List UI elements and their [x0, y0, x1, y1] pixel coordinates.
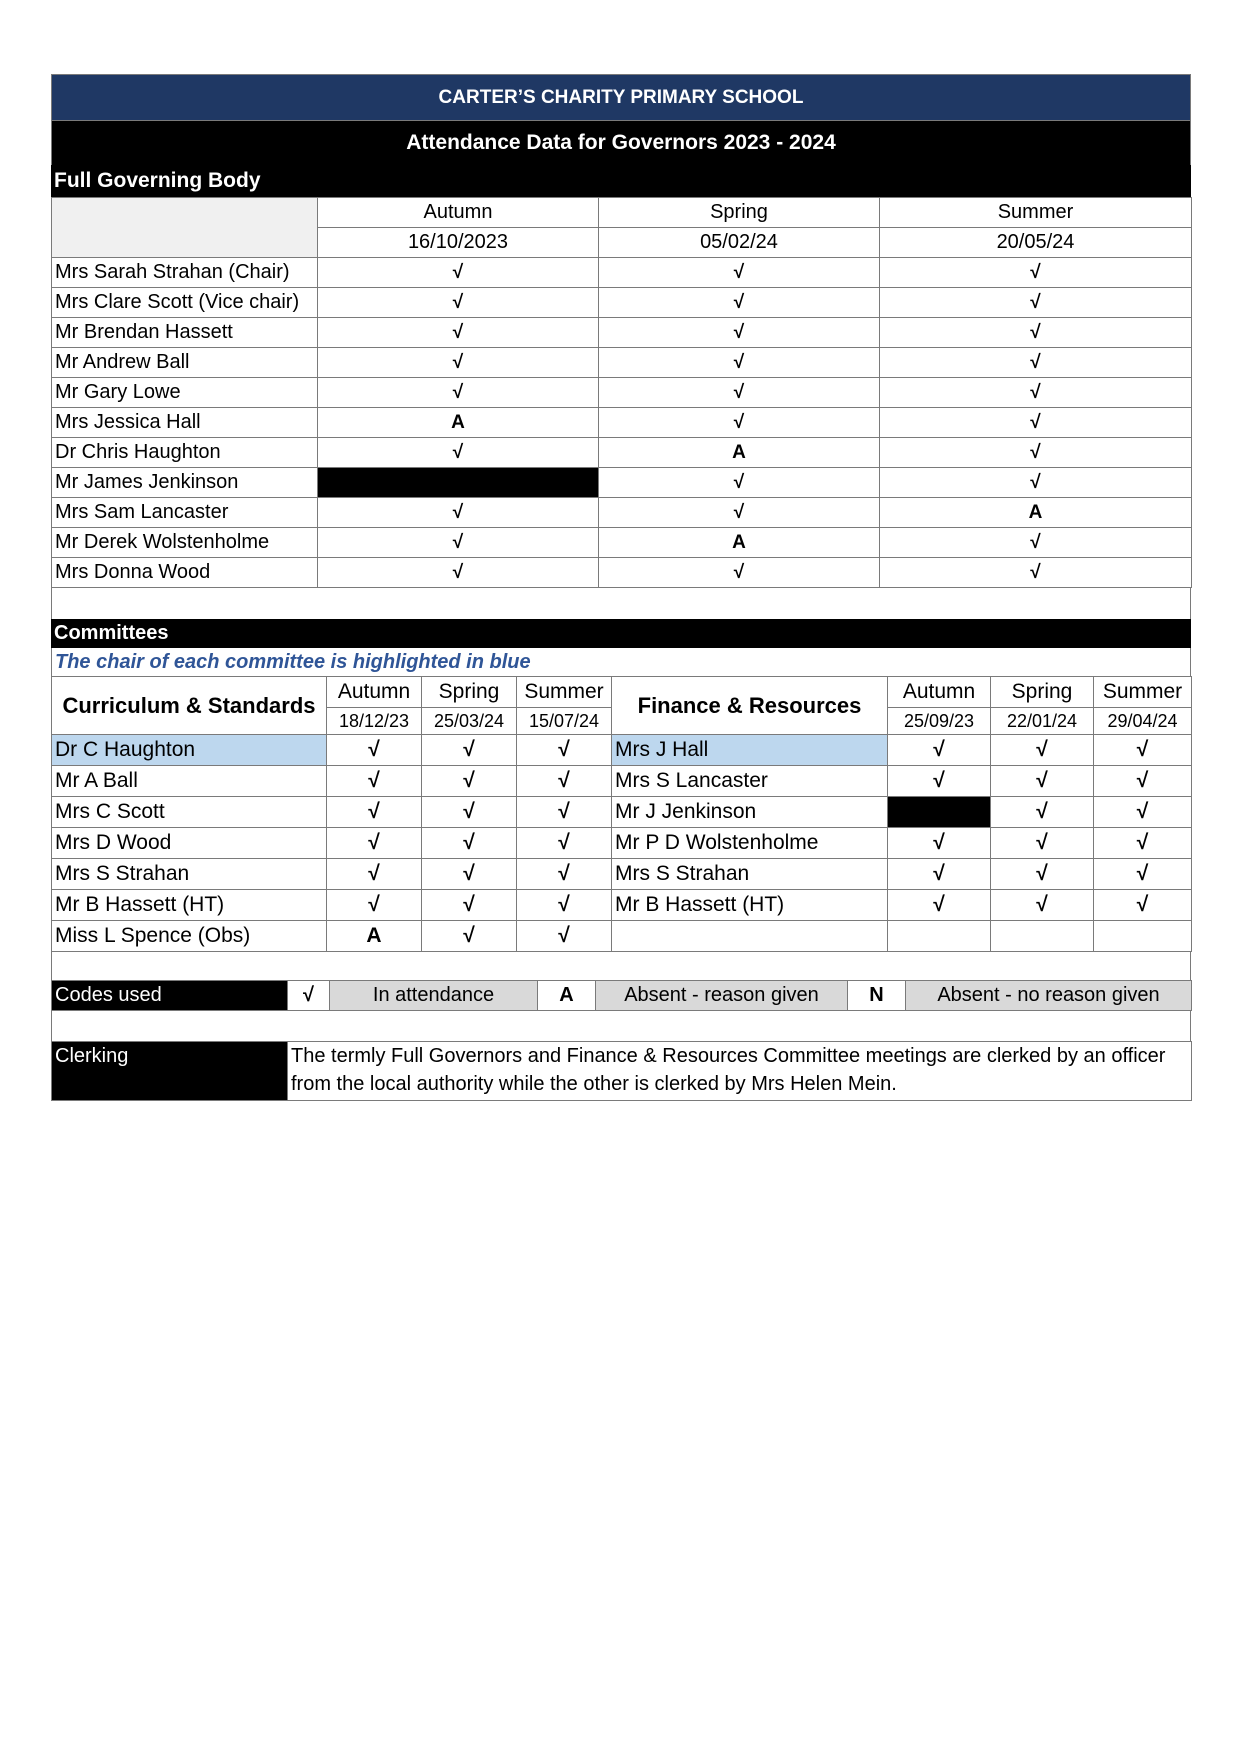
fgb-row — [52, 258, 1192, 288]
cs-member-name: Dr C Haughton — [52, 735, 327, 766]
attendance-mark: √ — [880, 468, 1192, 498]
attendance-mark: A — [599, 528, 880, 558]
code-meaning-attendance: In attendance — [330, 981, 538, 1011]
school-name: CARTER’S CHARITY PRIMARY SCHOOL — [51, 74, 1191, 120]
fgb-table — [51, 197, 1192, 588]
attendance-sheet — [51, 74, 1191, 1101]
codes-label: Codes used — [52, 981, 288, 1011]
clerking-text: The termly Full Governors and Finance & Resources Committee meetings are clerked by an officer from the local authority while the other is clerked by Mrs Helen Mein. — [288, 1042, 1192, 1101]
fr-member-name: Mr P D Wolstenholme — [612, 828, 888, 859]
report-title: Attendance Data for Governors 2023 - 2024 — [51, 120, 1191, 165]
code-symbol-absent-no-reason: N — [848, 981, 906, 1011]
fr-member-name: Mrs S Lancaster — [612, 766, 888, 797]
attendance-mark: √ — [880, 528, 1192, 558]
attendance-mark: √ — [517, 921, 612, 952]
committee-row — [52, 797, 1192, 828]
fgb-term-spring: Spring — [599, 198, 880, 228]
fgb-date-summer: 20/05/24 — [880, 228, 1192, 258]
cs-term-spring: Spring — [422, 677, 517, 708]
governor-name: Mrs Jessica Hall — [52, 408, 318, 438]
chair-highlight-note: The chair of each committee is highlighted in blue — [51, 648, 1191, 676]
fr-member-name: Mr B Hassett (HT) — [612, 890, 888, 921]
fgb-row — [52, 498, 1192, 528]
governor-name: Mr Derek Wolstenholme — [52, 528, 318, 558]
attendance-mark: √ — [880, 348, 1192, 378]
attendance-mark: √ — [599, 318, 880, 348]
attendance-mark: √ — [599, 378, 880, 408]
attendance-mark: √ — [422, 797, 517, 828]
cs-member-name: Miss L Spence (Obs) — [52, 921, 327, 952]
fgb-row — [52, 438, 1192, 468]
attendance-mark: √ — [517, 797, 612, 828]
fr-term-summer: Summer — [1094, 677, 1192, 708]
cs-term-summer: Summer — [517, 677, 612, 708]
attendance-mark: √ — [318, 318, 599, 348]
fgb-term-summer: Summer — [880, 198, 1192, 228]
attendance-mark: √ — [318, 528, 599, 558]
governor-name: Mrs Clare Scott (Vice chair) — [52, 288, 318, 318]
fgb-date-autumn: 16/10/2023 — [318, 228, 599, 258]
codes-key-table — [51, 980, 1192, 1011]
fgb-section-title: Full Governing Body — [51, 165, 1191, 197]
governor-name: Mr Andrew Ball — [52, 348, 318, 378]
attendance-mark: √ — [517, 735, 612, 766]
attendance-mark: √ — [517, 828, 612, 859]
committee-row — [52, 921, 1192, 952]
committees-table — [51, 676, 1192, 952]
spacer — [51, 1011, 1191, 1041]
attendance-mark: A — [880, 498, 1192, 528]
governor-name: Mr Gary Lowe — [52, 378, 318, 408]
code-meaning-absent-no-reason: Absent - no reason given — [906, 981, 1192, 1011]
attendance-mark: √ — [1094, 859, 1192, 890]
attendance-mark: √ — [422, 766, 517, 797]
attendance-mark: √ — [422, 859, 517, 890]
committee-row — [52, 766, 1192, 797]
cs-term-autumn: Autumn — [327, 677, 422, 708]
fgb-row — [52, 378, 1192, 408]
attendance-mark: √ — [1094, 828, 1192, 859]
fgb-row — [52, 528, 1192, 558]
committee-row — [52, 890, 1192, 921]
attendance-mark: √ — [599, 288, 880, 318]
attendance-mark: √ — [888, 890, 991, 921]
fr-member-name: Mrs J Hall — [612, 735, 888, 766]
clerking-table — [51, 1041, 1192, 1101]
attendance-mark: √ — [1094, 735, 1192, 766]
attendance-mark: √ — [422, 735, 517, 766]
committee-row — [52, 735, 1192, 766]
attendance-mark: √ — [991, 890, 1094, 921]
attendance-mark: √ — [327, 797, 422, 828]
fgb-row — [52, 318, 1192, 348]
cs-member-name: Mrs C Scott — [52, 797, 327, 828]
governor-name: Mrs Sarah Strahan (Chair) — [52, 258, 318, 288]
attendance-mark: √ — [880, 408, 1192, 438]
attendance-mark: √ — [991, 735, 1094, 766]
attendance-mark — [888, 921, 991, 952]
attendance-mark: √ — [517, 766, 612, 797]
attendance-mark: √ — [888, 828, 991, 859]
cs-member-name: Mr B Hassett (HT) — [52, 890, 327, 921]
attendance-mark: √ — [880, 438, 1192, 468]
attendance-mark: √ — [517, 859, 612, 890]
committees-section-title: Committees — [51, 619, 1191, 648]
fgb-row — [52, 288, 1192, 318]
fr-date-summer: 29/04/24 — [1094, 708, 1192, 735]
attendance-mark: √ — [422, 828, 517, 859]
attendance-mark: √ — [318, 258, 599, 288]
cs-member-name: Mr A Ball — [52, 766, 327, 797]
attendance-mark: √ — [880, 258, 1192, 288]
attendance-mark: √ — [1094, 890, 1192, 921]
cs-member-name: Mrs D Wood — [52, 828, 327, 859]
attendance-mark: √ — [327, 766, 422, 797]
fgb-row — [52, 558, 1192, 588]
code-meaning-absent-reason: Absent - reason given — [596, 981, 848, 1011]
attendance-mark: √ — [422, 921, 517, 952]
fr-term-spring: Spring — [991, 677, 1094, 708]
fgb-term-autumn: Autumn — [318, 198, 599, 228]
not-applicable-cell — [318, 468, 599, 498]
fr-committee-name: Finance & Resources — [612, 677, 888, 735]
attendance-mark: √ — [599, 258, 880, 288]
attendance-mark: √ — [327, 828, 422, 859]
not-applicable-cell — [888, 797, 991, 828]
attendance-mark: √ — [880, 288, 1192, 318]
attendance-mark: √ — [991, 797, 1094, 828]
attendance-mark: √ — [318, 438, 599, 468]
code-symbol-absent-reason: A — [538, 981, 596, 1011]
cs-committee-name: Curriculum & Standards — [52, 677, 327, 735]
governor-name: Mrs Donna Wood — [52, 558, 318, 588]
attendance-mark: √ — [991, 859, 1094, 890]
spacer — [51, 588, 1191, 619]
cs-date-autumn: 18/12/23 — [327, 708, 422, 735]
attendance-mark: √ — [599, 408, 880, 438]
attendance-mark: √ — [599, 498, 880, 528]
committee-row — [52, 859, 1192, 890]
attendance-mark: √ — [599, 558, 880, 588]
attendance-mark: √ — [327, 890, 422, 921]
attendance-mark: √ — [318, 558, 599, 588]
attendance-mark: √ — [318, 498, 599, 528]
fgb-row — [52, 408, 1192, 438]
attendance-mark: A — [318, 408, 599, 438]
attendance-mark — [1094, 921, 1192, 952]
attendance-mark: √ — [880, 378, 1192, 408]
governor-name: Mrs Sam Lancaster — [52, 498, 318, 528]
attendance-mark: √ — [599, 468, 880, 498]
attendance-mark: √ — [991, 828, 1094, 859]
fgb-row — [52, 348, 1192, 378]
fr-date-spring: 22/01/24 — [991, 708, 1094, 735]
governor-name: Mr James Jenkinson — [52, 468, 318, 498]
attendance-mark: √ — [318, 378, 599, 408]
code-symbol-attendance: √ — [288, 981, 330, 1011]
fr-member-name: Mrs S Strahan — [612, 859, 888, 890]
spacer — [51, 952, 1191, 980]
fgb-row — [52, 468, 1192, 498]
attendance-mark: √ — [991, 766, 1094, 797]
clerking-label: Clerking — [52, 1042, 288, 1101]
attendance-mark: √ — [327, 735, 422, 766]
attendance-mark: A — [599, 438, 880, 468]
fr-member-name: Mr J Jenkinson — [612, 797, 888, 828]
cs-member-name: Mrs S Strahan — [52, 859, 327, 890]
attendance-mark: √ — [599, 348, 880, 378]
attendance-mark: √ — [318, 348, 599, 378]
governor-name: Mr Brendan Hassett — [52, 318, 318, 348]
attendance-mark: √ — [517, 890, 612, 921]
fgb-corner-cell — [52, 198, 318, 258]
attendance-mark: A — [327, 921, 422, 952]
attendance-mark: √ — [327, 859, 422, 890]
attendance-mark: √ — [888, 859, 991, 890]
attendance-mark: √ — [422, 890, 517, 921]
cs-date-spring: 25/03/24 — [422, 708, 517, 735]
cs-date-summer: 15/07/24 — [517, 708, 612, 735]
committee-row — [52, 828, 1192, 859]
fr-date-autumn: 25/09/23 — [888, 708, 991, 735]
fr-term-autumn: Autumn — [888, 677, 991, 708]
attendance-mark: √ — [880, 318, 1192, 348]
governor-name: Dr Chris Haughton — [52, 438, 318, 468]
fr-member-name — [612, 921, 888, 952]
attendance-mark: √ — [318, 288, 599, 318]
fgb-date-spring: 05/02/24 — [599, 228, 880, 258]
attendance-mark: √ — [888, 735, 991, 766]
attendance-mark — [991, 921, 1094, 952]
attendance-mark: √ — [1094, 797, 1192, 828]
attendance-mark: √ — [880, 558, 1192, 588]
attendance-mark: √ — [888, 766, 991, 797]
attendance-mark: √ — [1094, 766, 1192, 797]
